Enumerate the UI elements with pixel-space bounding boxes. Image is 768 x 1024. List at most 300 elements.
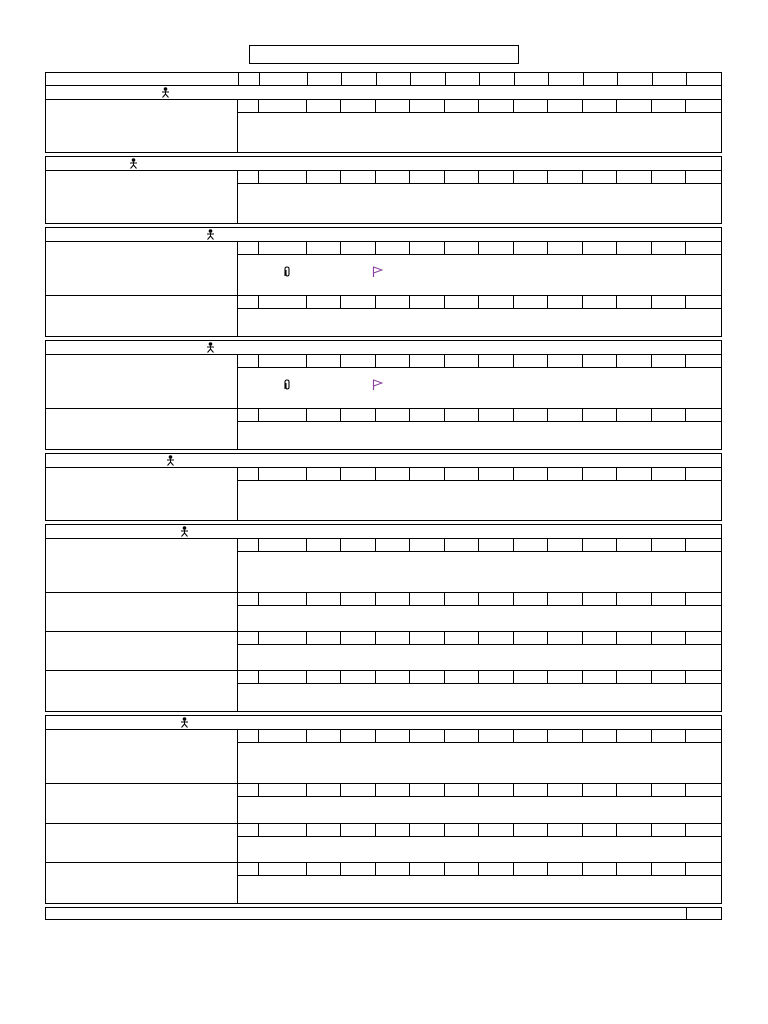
period-cell: [686, 863, 720, 875]
period-cell: [548, 171, 583, 183]
period-cell: [514, 539, 548, 551]
period-cell: [479, 824, 514, 836]
period-cell: [377, 73, 411, 85]
period-cell: [652, 409, 686, 421]
task-body: [238, 184, 721, 223]
task-row: [46, 730, 721, 784]
section-group: [45, 156, 722, 224]
task-period-cells: [238, 296, 721, 309]
task-period-cells: [238, 409, 721, 422]
period-cell: [617, 100, 652, 112]
period-cell: [410, 468, 445, 480]
period-cell: [445, 468, 479, 480]
period-cell: [307, 671, 341, 683]
period-cell: [617, 242, 652, 254]
task-label-cell: [46, 100, 238, 152]
period-cell: [238, 593, 259, 605]
period-cell: [514, 468, 548, 480]
section-title-row: [46, 157, 721, 171]
task-row: [46, 296, 721, 336]
period-cell: [583, 171, 617, 183]
period-cell: [514, 355, 548, 367]
period-cell: [583, 671, 617, 683]
period-cell: [259, 171, 307, 183]
period-cell: [259, 863, 307, 875]
period-cell: [376, 632, 410, 644]
period-cell: [307, 100, 341, 112]
period-cell: [341, 171, 376, 183]
period-cell: [445, 593, 479, 605]
task-period-cells: [238, 824, 721, 837]
period-cell: [479, 539, 514, 551]
task-period-cells: [238, 863, 721, 876]
period-cell: [341, 671, 376, 683]
period-cell: [686, 409, 720, 421]
period-cell: [652, 784, 686, 796]
task-row: [46, 824, 721, 863]
period-cell: [410, 355, 445, 367]
period-cell: [341, 824, 376, 836]
period-cell: [686, 730, 720, 742]
task-body: [238, 113, 721, 152]
period-cell: [307, 784, 341, 796]
task-period-cells: [238, 468, 721, 481]
period-cell: [583, 593, 617, 605]
period-cell: [617, 730, 652, 742]
period-cell: [686, 671, 720, 683]
task-row: [46, 863, 721, 903]
period-cell: [259, 242, 307, 254]
period-cell: [583, 824, 617, 836]
period-cell: [514, 171, 548, 183]
period-cell: [617, 296, 652, 308]
period-cell: [376, 355, 410, 367]
period-cell: [583, 863, 617, 875]
period-cell: [341, 409, 376, 421]
period-cell: [376, 539, 410, 551]
period-cell: [548, 824, 583, 836]
period-cell: [239, 73, 260, 85]
task-row: [46, 784, 721, 824]
period-cell: [652, 632, 686, 644]
task-row: [46, 671, 721, 711]
period-cell: [238, 296, 259, 308]
period-cell: [686, 539, 720, 551]
period-cell: [548, 100, 583, 112]
period-cell: [652, 824, 686, 836]
period-cell: [238, 100, 259, 112]
task-body: [238, 876, 721, 903]
period-cell: [548, 863, 583, 875]
section-group: [45, 340, 722, 450]
task-period-cells: [238, 355, 721, 368]
period-cell: [445, 171, 479, 183]
period-cell: [341, 593, 376, 605]
period-cell: [583, 539, 617, 551]
period-cell: [410, 730, 445, 742]
period-cell: [617, 824, 652, 836]
period-cell: [479, 100, 514, 112]
period-cell: [376, 242, 410, 254]
period-cell: [617, 539, 652, 551]
period-cell: [445, 409, 479, 421]
task-body: [238, 552, 721, 592]
period-cell: [445, 784, 479, 796]
period-cell: [686, 296, 720, 308]
period-cell: [445, 296, 479, 308]
task-body: [238, 422, 721, 449]
period-cell: [479, 671, 514, 683]
period-cell: [376, 296, 410, 308]
section-title-row: [46, 341, 721, 355]
period-cell: [514, 730, 548, 742]
period-cell: [410, 242, 445, 254]
footer-cell: [46, 908, 687, 919]
period-cell: [548, 784, 583, 796]
period-cell: [238, 863, 259, 875]
period-cell: [618, 73, 653, 85]
person-icon: [166, 455, 175, 469]
period-cell: [445, 242, 479, 254]
period-cell: [342, 73, 377, 85]
task-row: [46, 468, 721, 520]
period-cell: [445, 671, 479, 683]
period-cell: [479, 171, 514, 183]
task-period-cells: [238, 671, 721, 684]
period-cell: [514, 863, 548, 875]
period-cell: [514, 409, 548, 421]
period-cell: [341, 355, 376, 367]
period-cell: [479, 730, 514, 742]
period-cell: [548, 593, 583, 605]
task-row: [46, 242, 721, 296]
period-cell: [617, 468, 652, 480]
paperclip-icon: [282, 379, 292, 394]
period-cell: [341, 784, 376, 796]
task-label-cell: [46, 242, 238, 295]
flag-icon: [372, 266, 383, 281]
period-cell: [583, 100, 617, 112]
task-body: [238, 255, 721, 295]
period-cell: [238, 824, 259, 836]
timeline-sheet: [45, 72, 722, 920]
task-period-cells: [238, 593, 721, 606]
period-cell: [410, 632, 445, 644]
task-row: [46, 539, 721, 593]
section-group: [45, 524, 722, 712]
period-cell: [376, 863, 410, 875]
task-body: [238, 743, 721, 783]
period-cell: [514, 632, 548, 644]
section-group: [45, 227, 722, 337]
period-cell: [307, 539, 341, 551]
period-cell: [652, 539, 686, 551]
period-cell: [410, 824, 445, 836]
period-cell: [583, 296, 617, 308]
period-cell: [376, 671, 410, 683]
period-cell: [410, 296, 445, 308]
period-cell: [307, 242, 341, 254]
timeline-header-row: [45, 72, 722, 86]
period-cell: [686, 355, 720, 367]
period-cell: [617, 409, 652, 421]
period-cell: [548, 671, 583, 683]
period-cell: [307, 730, 341, 742]
period-cell: [410, 863, 445, 875]
period-cell: [259, 593, 307, 605]
section-title-row: [46, 716, 721, 730]
person-icon: [206, 342, 215, 356]
section-title-row: [46, 228, 721, 242]
task-period-cells: [238, 539, 721, 552]
header-period-cells: [239, 73, 721, 85]
period-cell: [686, 171, 720, 183]
period-cell: [238, 409, 259, 421]
period-cell: [445, 730, 479, 742]
period-cell: [479, 632, 514, 644]
period-cell: [376, 784, 410, 796]
task-label-cell: [46, 824, 238, 862]
period-cell: [376, 824, 410, 836]
period-cell: [238, 468, 259, 480]
section-title-row: [46, 525, 721, 539]
period-cell: [617, 355, 652, 367]
period-cell: [583, 632, 617, 644]
period-cell: [376, 730, 410, 742]
period-cell: [410, 784, 445, 796]
section-group: [45, 86, 722, 153]
period-cell: [341, 242, 376, 254]
period-cell: [238, 784, 259, 796]
period-cell: [686, 593, 720, 605]
task-label-cell: [46, 409, 238, 449]
period-cell: [341, 539, 376, 551]
period-cell: [686, 632, 720, 644]
period-cell: [479, 296, 514, 308]
task-body: [238, 606, 721, 631]
period-cell: [687, 73, 721, 85]
task-period-cells: [238, 242, 721, 255]
period-cell: [341, 296, 376, 308]
period-cell: [653, 73, 687, 85]
period-cell: [617, 171, 652, 183]
period-cell: [479, 242, 514, 254]
period-cell: [617, 593, 652, 605]
period-cell: [652, 468, 686, 480]
period-cell: [479, 355, 514, 367]
period-cell: [514, 100, 548, 112]
period-cell: [445, 824, 479, 836]
period-cell: [583, 784, 617, 796]
period-cell: [514, 242, 548, 254]
task-body: [238, 309, 721, 336]
period-cell: [445, 100, 479, 112]
footer-total-cell: [687, 908, 721, 919]
period-cell: [410, 100, 445, 112]
task-period-cells: [238, 784, 721, 797]
period-cell: [307, 468, 341, 480]
period-cell: [238, 730, 259, 742]
flag-icon: [372, 379, 383, 394]
period-cell: [259, 100, 307, 112]
period-cell: [307, 824, 341, 836]
task-row: [46, 100, 721, 152]
period-cell: [307, 171, 341, 183]
task-body: [238, 837, 721, 862]
task-label-cell: [46, 593, 238, 631]
period-cell: [652, 171, 686, 183]
period-cell: [307, 296, 341, 308]
period-cell: [583, 355, 617, 367]
period-cell: [548, 296, 583, 308]
period-cell: [479, 409, 514, 421]
task-label-cell: [46, 671, 238, 711]
period-cell: [514, 784, 548, 796]
period-cell: [548, 632, 583, 644]
task-body: [238, 645, 721, 670]
task-label-cell: [46, 468, 238, 520]
period-cell: [308, 73, 342, 85]
period-cell: [549, 73, 584, 85]
person-icon: [180, 717, 189, 731]
period-cell: [307, 355, 341, 367]
document-title-box: [249, 45, 519, 64]
task-period-cells: [238, 171, 721, 184]
period-cell: [410, 671, 445, 683]
period-cell: [652, 730, 686, 742]
period-cell: [307, 409, 341, 421]
period-cell: [514, 824, 548, 836]
period-cell: [259, 671, 307, 683]
period-cell: [259, 296, 307, 308]
period-cell: [238, 355, 259, 367]
period-cell: [548, 355, 583, 367]
period-cell: [514, 296, 548, 308]
period-cell: [341, 468, 376, 480]
period-cell: [376, 593, 410, 605]
period-cell: [652, 100, 686, 112]
period-cell: [514, 593, 548, 605]
task-body: [238, 797, 721, 823]
period-cell: [259, 539, 307, 551]
period-cell: [376, 171, 410, 183]
period-cell: [583, 730, 617, 742]
period-cell: [410, 539, 445, 551]
task-label-cell: [46, 296, 238, 336]
period-cell: [341, 863, 376, 875]
period-cell: [479, 593, 514, 605]
task-body: [238, 481, 721, 520]
person-icon: [206, 229, 215, 243]
period-cell: [515, 73, 549, 85]
period-cell: [548, 468, 583, 480]
period-cell: [617, 632, 652, 644]
task-label-cell: [46, 784, 238, 823]
period-cell: [686, 468, 720, 480]
period-cell: [479, 863, 514, 875]
task-label-cell: [46, 539, 238, 592]
period-cell: [686, 242, 720, 254]
period-cell: [376, 100, 410, 112]
period-cell: [259, 468, 307, 480]
period-cell: [260, 73, 308, 85]
task-label-cell: [46, 355, 238, 408]
person-icon: [180, 526, 189, 540]
period-cell: [411, 73, 446, 85]
period-cell: [583, 468, 617, 480]
period-cell: [259, 730, 307, 742]
period-cell: [259, 824, 307, 836]
task-row: [46, 593, 721, 632]
period-cell: [341, 730, 376, 742]
period-cell: [652, 671, 686, 683]
section-title-row: [46, 86, 721, 100]
period-cell: [548, 409, 583, 421]
section-group: [45, 453, 722, 521]
period-cell: [445, 539, 479, 551]
period-cell: [238, 242, 259, 254]
period-cell: [445, 632, 479, 644]
paperclip-icon: [282, 266, 292, 281]
period-cell: [617, 671, 652, 683]
period-cell: [376, 409, 410, 421]
period-cell: [514, 671, 548, 683]
task-row: [46, 632, 721, 671]
period-cell: [410, 593, 445, 605]
period-cell: [341, 100, 376, 112]
task-row: [46, 409, 721, 449]
person-icon: [161, 87, 170, 101]
section-group: [45, 715, 722, 904]
task-label-cell: [46, 632, 238, 670]
period-cell: [548, 242, 583, 254]
period-cell: [259, 632, 307, 644]
period-cell: [652, 355, 686, 367]
period-cell: [652, 242, 686, 254]
task-label-cell: [46, 863, 238, 903]
task-period-cells: [238, 100, 721, 113]
period-cell: [307, 632, 341, 644]
task-period-cells: [238, 632, 721, 645]
period-cell: [617, 784, 652, 796]
task-period-cells: [238, 730, 721, 743]
period-cell: [686, 784, 720, 796]
period-cell: [307, 863, 341, 875]
person-icon: [129, 158, 138, 172]
period-cell: [445, 863, 479, 875]
period-cell: [652, 863, 686, 875]
period-cell: [238, 539, 259, 551]
period-cell: [238, 671, 259, 683]
section-title-row: [46, 454, 721, 468]
period-cell: [617, 863, 652, 875]
period-cell: [341, 632, 376, 644]
period-cell: [307, 593, 341, 605]
period-cell: [583, 409, 617, 421]
period-cell: [480, 73, 515, 85]
task-body: [238, 684, 721, 711]
task-body: [238, 368, 721, 408]
period-cell: [584, 73, 618, 85]
header-name-cell: [46, 73, 239, 85]
task-label-cell: [46, 171, 238, 223]
period-cell: [410, 409, 445, 421]
period-cell: [686, 100, 720, 112]
period-cell: [652, 296, 686, 308]
period-cell: [652, 593, 686, 605]
period-cell: [548, 730, 583, 742]
period-cell: [259, 784, 307, 796]
